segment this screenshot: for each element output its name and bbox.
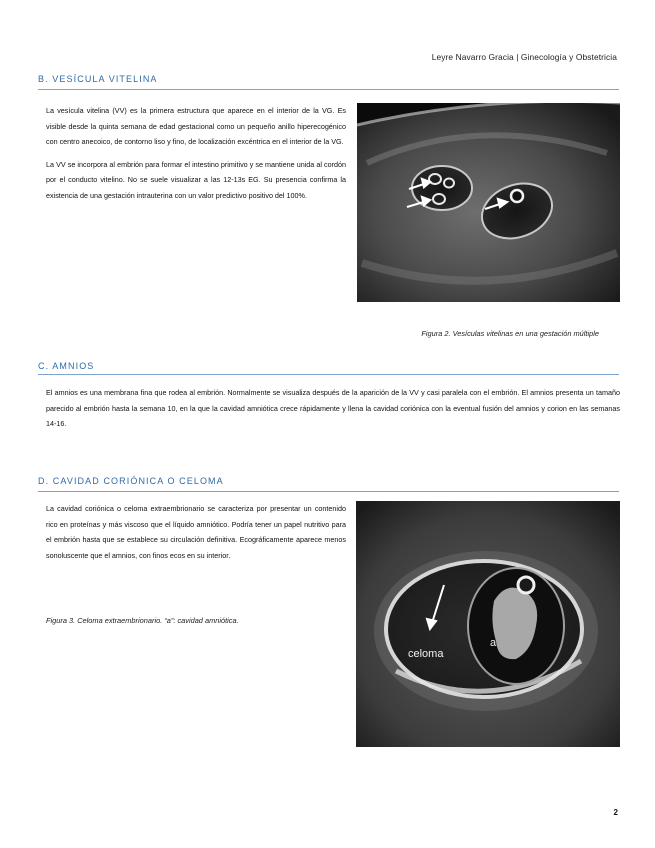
section-d-paragraph: La cavidad coriónica o celoma extraembrionario se caracteriza por presentar un contenido rico en proteínas y más viscoso que el líquido amniótico. Podría tener un papel nutritivo para el embrión hasta que se establece su circulación definitiva. Ecográficamente aparece menos sonoluscente que el amnios, con finos ecos en su interior. xyxy=(46,504,346,560)
celoma-label: celoma xyxy=(408,648,444,660)
ultrasound-image-vesiculas-vitelinas xyxy=(357,103,620,302)
figure-2-caption: Figura 2. Vesículas vitelinas en una gestación múltiple xyxy=(421,329,599,338)
section-b-text xyxy=(46,103,346,204)
figure-3-caption: Figura 3. Celoma extraembrionario. “a”: cavidad amniótica. xyxy=(46,616,239,625)
section-b-paragraph-1: La vesícula vitelina (VV) es la primera estructura que aparece en el interior de la VG. Es visible desde la quinta semana de edad gestacional como un pequeño anillo hiperecogénico con centro anecoico, de contorno liso y fino, de localización excéntrica en el interior de la VG. xyxy=(46,106,346,147)
running-header: Leyre Navarro Gracia | Ginecología y Obstetricia xyxy=(431,52,617,62)
ultrasound-image-celoma xyxy=(356,501,620,747)
section-title-amnios: C. AMNIOS xyxy=(38,361,95,371)
section-rule xyxy=(38,491,619,492)
section-c-paragraph: El amnios es una membrana fina que rodea al embrión. Normalmente se visualiza después de la aparición de la VV y casi paralela con el embrión. El amnios presenta un tamaño parecido al embrión hasta la semana 10, en la que la cavidad amniótica crece rápidamente y llena la cavidad coriónica con la eventual fusión del amnios y corion en las semanas 14-16. xyxy=(46,388,620,429)
amnion-label: a xyxy=(490,637,497,649)
section-d-text xyxy=(46,501,346,563)
section-rule xyxy=(38,89,619,90)
page-number: 2 xyxy=(613,808,618,817)
section-c-text xyxy=(46,385,620,432)
section-title-vesicula-vitelina: B. VESÍCULA VITELINA xyxy=(38,74,158,84)
section-b-paragraph-2: La VV se incorpora al embrión para formar el intestino primitivo y se mantiene unida al cordón por el conducto vitelino. No se suele visualizar a las 12-13s EG. Su presencia confirma la existencia de una gestación intrauterina con un valor predictivo positivo del 100%. xyxy=(46,159,346,200)
section-rule xyxy=(38,374,619,375)
section-title-cavidad-corionica: D. CAVIDAD CORIÓNICA O CELOMA xyxy=(38,476,224,486)
